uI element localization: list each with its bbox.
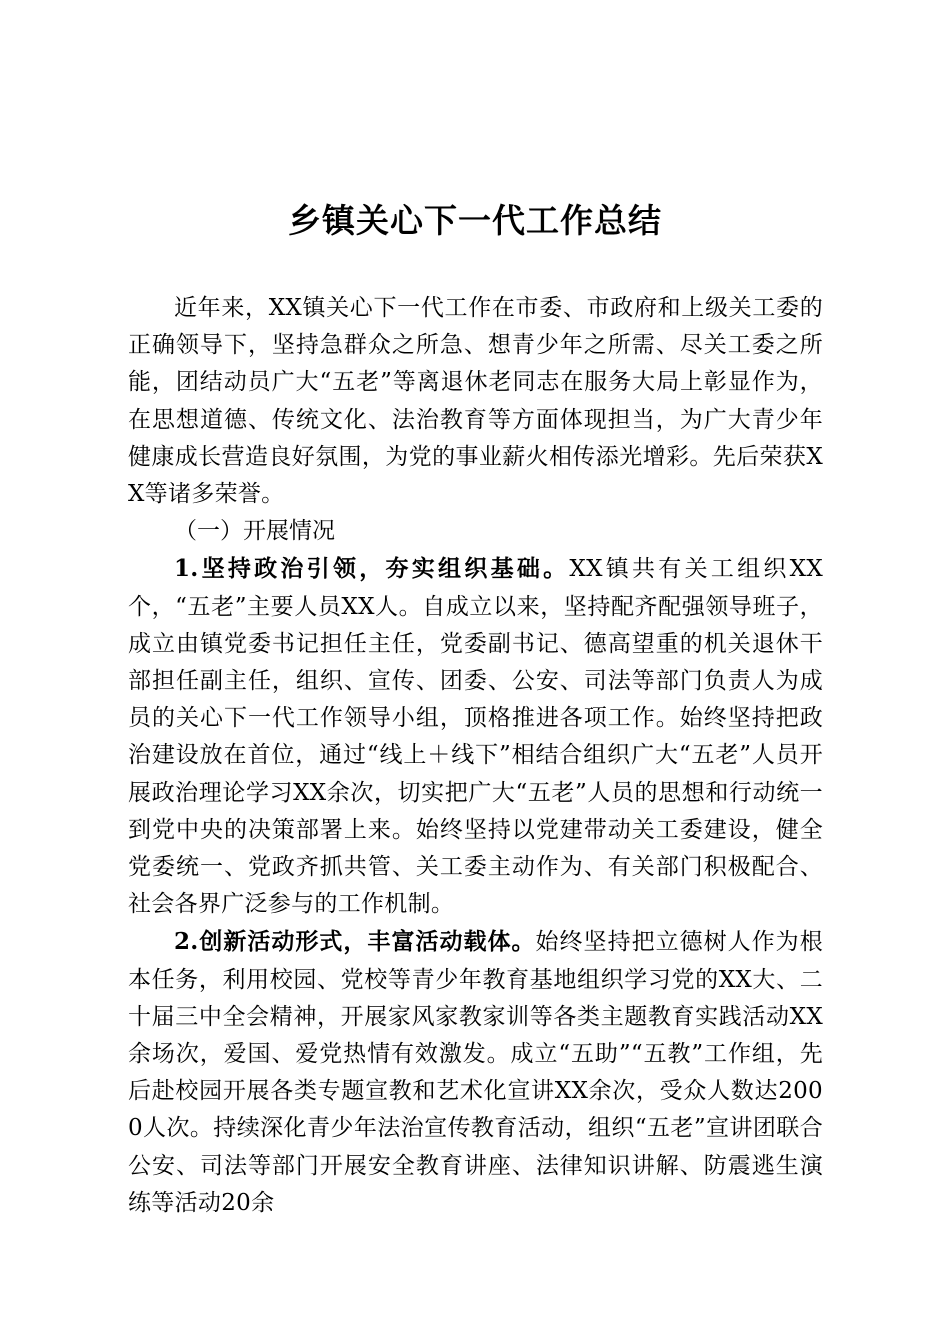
item-paragraph-2 bbox=[128, 923, 823, 1222]
item-lead-2: 2.创新活动形式，丰富活动载体。 bbox=[174, 928, 536, 956]
document-title: 乡镇关心下一代工作总结 bbox=[288, 201, 662, 240]
item-text-2: 始终坚持把立德树人作为根本任务，利用校园、党校等青少年教育基地组织学习党的XX大、二十届三中全会精神，开展家风家教家训等各类主题教育实践活动XX余场次，爱国、爱党热情有效激发。成立“五助”“五教”工作组，先后赴校园开展各类专题宣教和艺术化宣讲XX余次，受众人数达2000人次。持续深化青少年法治宣传教育活动，组织“五老”宣讲团联合公安、司法等部门开展安全教育讲座、法律知识讲解、防震逃生演练等活动20余 bbox=[128, 929, 823, 1216]
intro-paragraph: 近年来，XX镇关心下一代工作在市委、市政府和上级关工委的正确领导下，坚持急群众之所急、想青少年之所需、尽关工委之所能，团结动员广大“五老”等离退休老同志在服务大局上彰显作为，在思想道德、传统文化、法治教育等方面体现担当，为广大青少年健康成长营造良好氛围，为党的事业薪火相传添光增彩。先后荣获XX等诸多荣誉。 bbox=[128, 295, 823, 508]
item-lead-1: 1.坚持政治引领，夯实组织基础。 bbox=[174, 555, 570, 583]
section-heading: （一）开展情况 bbox=[174, 518, 335, 545]
item-text-1: XX镇共有关工组织XX个，“五老”主要人员XX人。自成立以来，坚持配齐配强领导班子，成立由镇党委书记担任主任，党委副书记、德高望重的机关退休干部担任副主任，组织、宣传、团委、公安、司法等部门负责人为成员的关心下一代工作领导小组，顶格推进各项工作。始终坚持把政治建设放在首位，通过“线上＋线下”相结合组织广大“五老”人员开展政治理论学习XX余次，切实把广大“五老”人员的思想和行动统一到党中央的决策部署上来。始终坚持以党建带动关工委建设，健全党委统一、党政齐抓共管、关工委主动作为、有关部门积极配合、社会各界广泛参与的工作机制。 bbox=[128, 556, 824, 918]
document-body bbox=[128, 290, 823, 1222]
item-paragraph-1 bbox=[128, 550, 823, 923]
